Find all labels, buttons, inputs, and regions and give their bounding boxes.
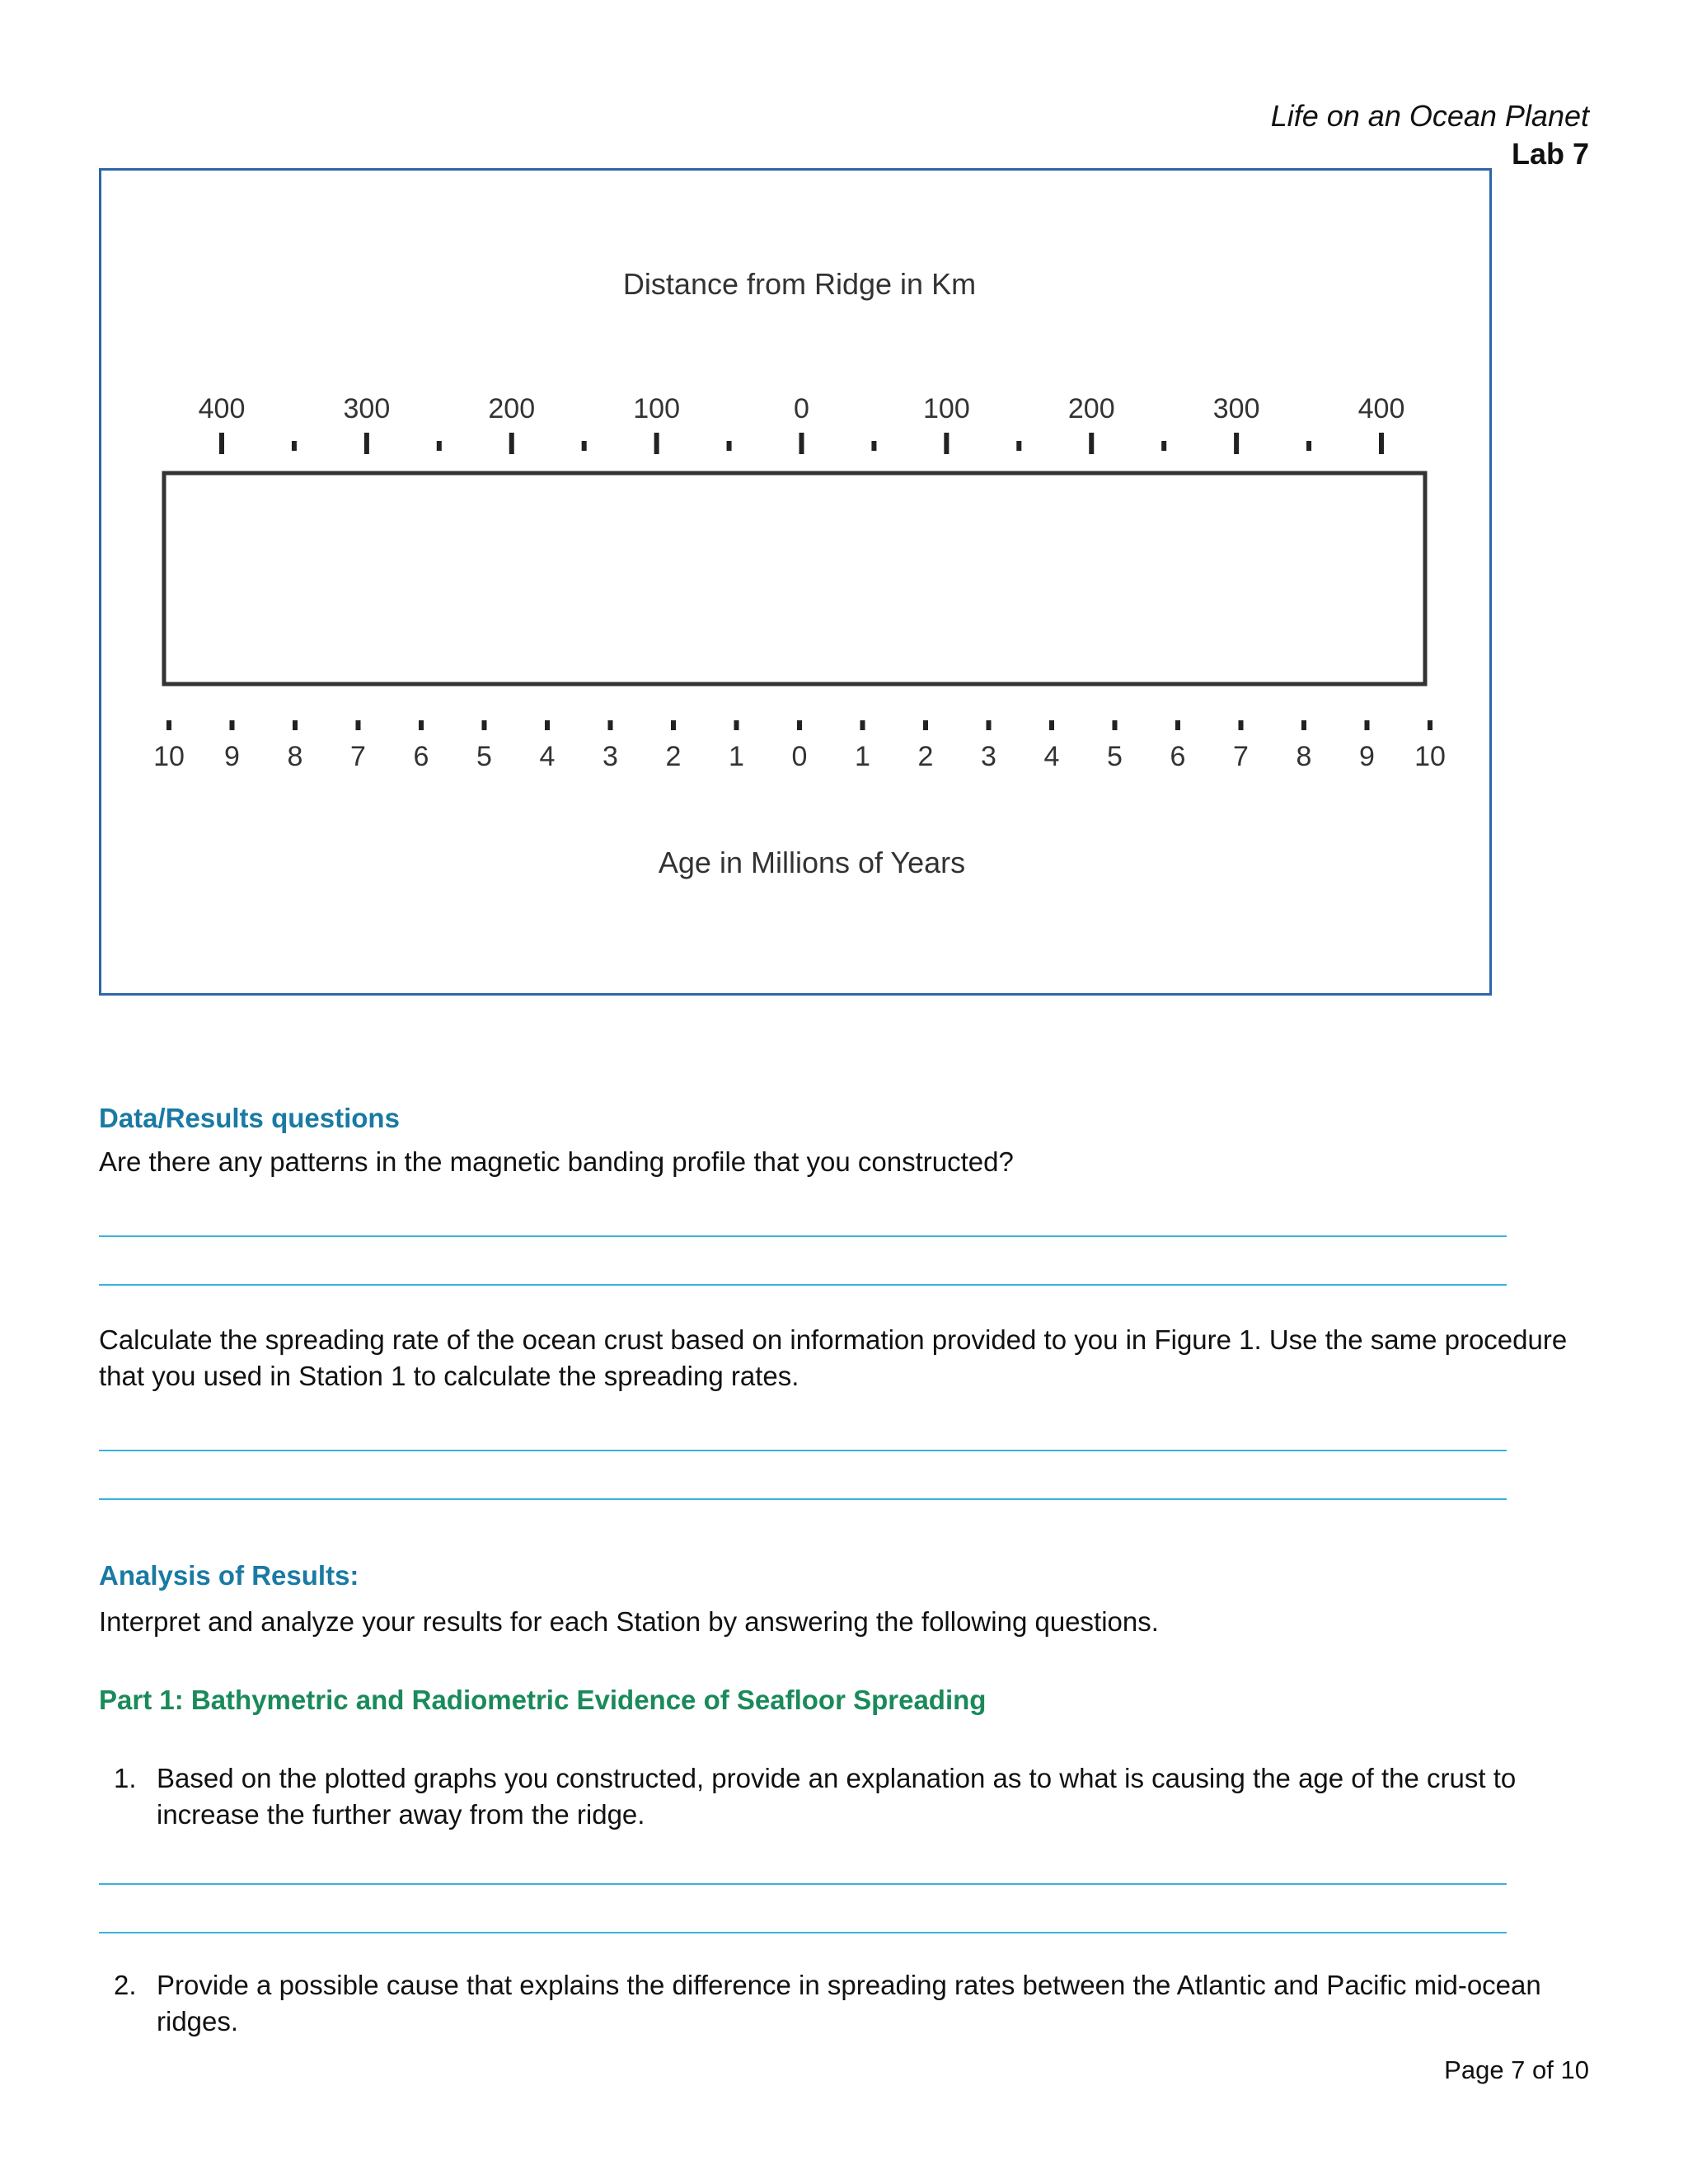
distance-minor-tick — [727, 441, 732, 451]
answer-line[interactable] — [99, 1932, 1507, 1933]
age-tick — [987, 720, 992, 730]
age-tick-label: 8 — [1296, 741, 1312, 772]
question-number: 1. — [114, 1763, 137, 1793]
age-tick-label: 5 — [476, 741, 492, 772]
course-title: Life on an Ocean Planet — [1270, 99, 1589, 133]
question-spreading-difference: Provide a possible cause that explains the difference in spreading rates between the Atlantic and Pacific mid-ocean ridges. — [157, 1970, 1541, 2036]
banding-profile-box[interactable] — [164, 473, 1425, 684]
distance-tick-label: 0 — [794, 393, 809, 424]
part1-heading: Part 1: Bathymetric and Radiometric Evidence of Seafloor Spreading — [99, 1685, 987, 1715]
age-tick-label: 1 — [729, 741, 744, 772]
distance-major-tick — [509, 433, 514, 454]
distance-major-tick — [654, 433, 659, 454]
age-tick — [1239, 720, 1244, 730]
age-tick — [230, 720, 235, 730]
age-tick — [293, 720, 298, 730]
distance-axis-title: Distance from Ridge in Km — [622, 267, 977, 301]
distance-major-tick — [1234, 433, 1239, 454]
answer-line[interactable] — [99, 1498, 1507, 1500]
distance-tick-label: 100 — [923, 393, 970, 424]
age-tick-label: 10 — [1414, 741, 1446, 772]
age-tick-label: 3 — [981, 741, 996, 772]
age-tick-label: 10 — [153, 741, 185, 772]
distance-major-tick — [364, 433, 369, 454]
age-tick — [166, 720, 171, 730]
page-header — [1271, 97, 1589, 173]
distance-tick-label: 200 — [1067, 393, 1115, 424]
age-tick-label: 5 — [1107, 741, 1123, 772]
distance-minor-tick — [1306, 441, 1311, 451]
age-tick — [1428, 720, 1432, 730]
distance-major-tick — [944, 433, 949, 454]
distance-major-tick — [799, 433, 804, 454]
age-tick-label: 6 — [1170, 741, 1186, 772]
age-tick — [608, 720, 613, 730]
lab-number: Lab 7 — [1511, 137, 1589, 171]
age-tick-label: 0 — [791, 741, 808, 772]
distance-tick-label: 300 — [343, 393, 391, 424]
age-tick-label: 2 — [665, 741, 682, 772]
distance-tick-label: 400 — [198, 393, 246, 424]
distance-minor-tick — [871, 441, 876, 451]
distance-tick-label: 200 — [488, 393, 536, 424]
age-tick-label: 6 — [413, 741, 429, 772]
distance-tick-label: 300 — [1212, 393, 1260, 424]
age-tick — [545, 720, 550, 730]
age-tick-label: 8 — [287, 741, 303, 772]
distance-minor-tick — [437, 441, 442, 451]
distance-major-tick — [1379, 433, 1384, 454]
answer-line[interactable] — [99, 1284, 1507, 1286]
answer-line[interactable] — [99, 1883, 1507, 1885]
age-tick-label: 4 — [1043, 741, 1060, 772]
distance-tick-label: 400 — [1357, 393, 1405, 424]
distance-tick-label: 100 — [633, 393, 680, 424]
distance-minor-tick — [1016, 441, 1021, 451]
age-tick-label: 7 — [1233, 741, 1249, 772]
age-tick — [1049, 720, 1054, 730]
age-tick — [1365, 720, 1370, 730]
age-tick — [860, 720, 865, 730]
age-tick — [419, 720, 424, 730]
distance-minor-tick — [1161, 441, 1166, 451]
distance-minor-tick — [292, 441, 297, 451]
age-tick-label: 2 — [917, 741, 934, 772]
distance-major-tick — [219, 433, 224, 454]
age-tick-label: 7 — [350, 741, 366, 772]
figure-canvas — [101, 171, 1489, 993]
answer-line[interactable] — [99, 1450, 1507, 1451]
age-tick-label: 9 — [1359, 741, 1375, 772]
age-axis — [153, 720, 1446, 772]
question-magnetic-patterns: Are there any patterns in the magnetic banding profile that you constructed? — [99, 1146, 1014, 1177]
answer-line[interactable] — [99, 1235, 1507, 1237]
age-tick — [482, 720, 487, 730]
age-tick — [1301, 720, 1306, 730]
distance-axis — [199, 393, 1405, 454]
age-tick-label: 9 — [224, 741, 240, 772]
age-tick-label: 1 — [855, 741, 870, 772]
magnetic-banding-figure — [99, 168, 1492, 996]
analysis-intro: Interpret and analyze your results for each Station by answering the following questions. — [99, 1606, 1159, 1637]
age-tick — [1175, 720, 1180, 730]
question-number: 2. — [114, 1970, 137, 2000]
question-spreading-rate: Calculate the spreading rate of the ocean crust based on information provided to you in Figure 1. Use the same procedure that you used in Station 1 to calculate the spreading rates. — [99, 1324, 1568, 1391]
age-tick-label: 4 — [539, 741, 556, 772]
distance-minor-tick — [582, 441, 587, 451]
age-tick — [671, 720, 676, 730]
age-tick-label: 3 — [603, 741, 618, 772]
age-tick — [797, 720, 802, 730]
age-tick — [356, 720, 361, 730]
page-number: Page 7 of 10 — [1444, 2055, 1589, 2084]
age-tick — [734, 720, 739, 730]
age-tick — [1113, 720, 1118, 730]
data-results-heading: Data/Results questions — [99, 1103, 400, 1133]
age-tick — [923, 720, 928, 730]
distance-major-tick — [1089, 433, 1094, 454]
question-crust-age: Based on the plotted graphs you constructed, provide an explanation as to what is causing the age of the crust to increase the further away from the ridge. — [157, 1763, 1517, 1830]
age-axis-title: Age in Millions of Years — [658, 846, 966, 879]
analysis-heading: Analysis of Results: — [99, 1560, 359, 1591]
